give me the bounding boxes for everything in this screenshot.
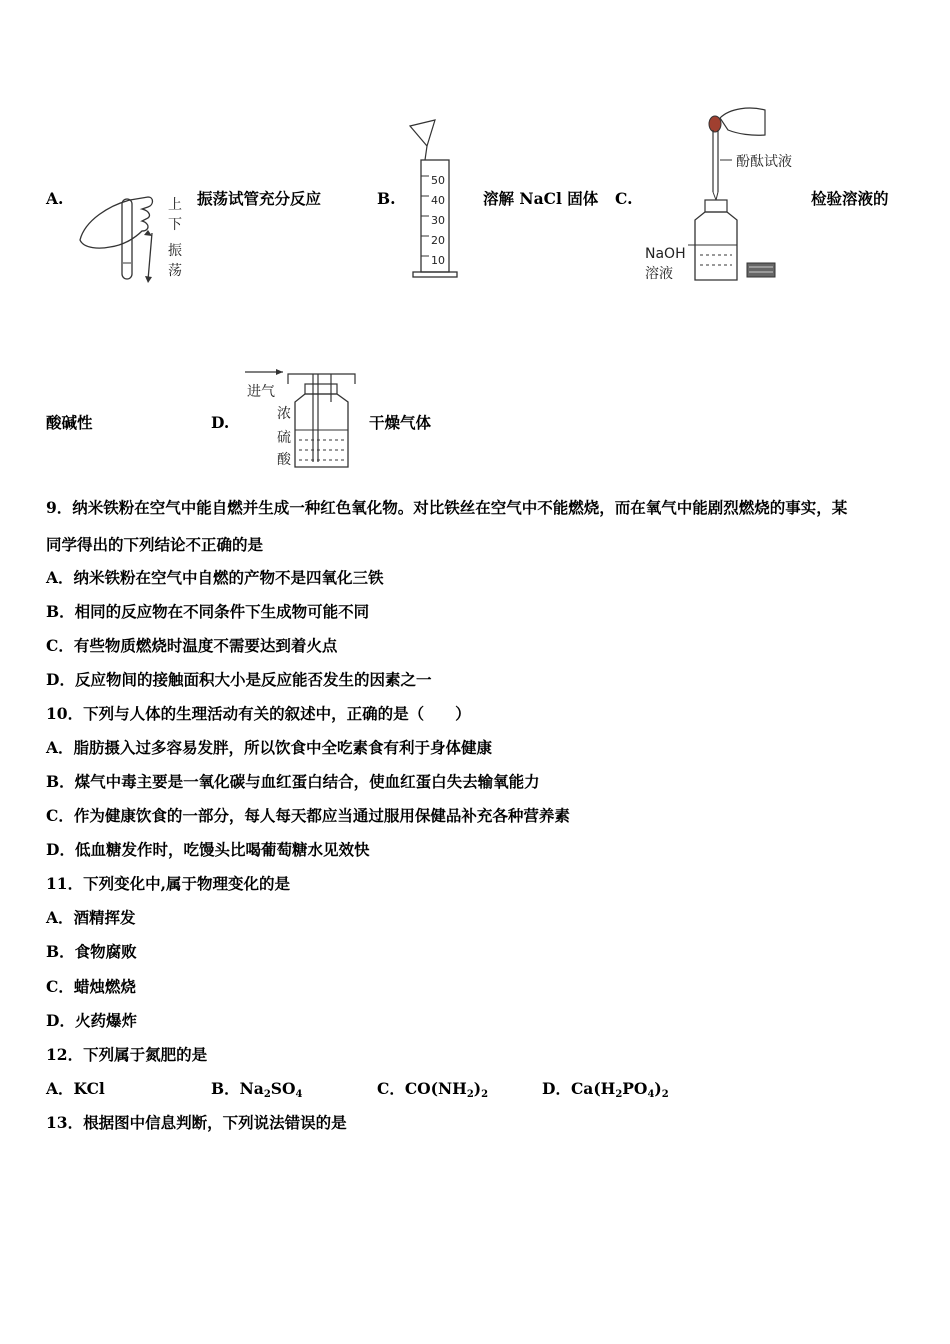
option-d-letter: D. [211, 413, 230, 432]
tick-10: 10 [431, 254, 445, 267]
option-a-caption: 振荡试管充分反应 [197, 189, 322, 208]
figure-gas-drying-bottle [243, 362, 368, 472]
label-naoh: NaOH [645, 246, 686, 262]
q9-option-a: A．纳米铁粉在空气中自燃的产物不是四氧化三铁 [46, 568, 384, 587]
tick-30: 30 [431, 214, 445, 227]
q13-stem: 13．根据图中信息判断，下列说法错误的是 [46, 1113, 347, 1132]
q10-option-a: A．脂肪摄入过多容易发胖，所以饮食中全吃素食有利于身体健康 [46, 738, 493, 757]
q9-option-b: B．相同的反应物在不同条件下生成物可能不同 [46, 602, 370, 621]
label-shake2: 荡 [168, 263, 182, 279]
label-down: 下 [168, 217, 182, 233]
q9-stem-line2: 同学得出的下列结论不正确的是 [46, 535, 264, 554]
q12-option-c: C．$CO(NH_2)_2$ [377, 1079, 489, 1100]
option-c-letter: C. [615, 189, 633, 208]
q10-option-d: D．低血糖发作时，吃馒头比喝葡萄糖水见效快 [46, 840, 370, 859]
tick-20: 20 [431, 234, 445, 247]
label-reagent: 酚酞试液 [736, 154, 792, 170]
tick-40: 40 [431, 194, 445, 207]
q9-option-c: C．有些物质燃烧时温度不需要达到着火点 [46, 636, 338, 655]
tick-50: 50 [431, 174, 445, 187]
label-solution: 溶液 [645, 266, 673, 282]
q10-stem: 10．下列与人体的生理活动有关的叙述中，正确的是（ ） [46, 704, 471, 723]
figure-shake-test-tube [70, 185, 200, 285]
option-a-letter: A. [46, 189, 64, 208]
label-gas-in: 进气 [247, 384, 275, 400]
q11-option-a: A．酒精挥发 [46, 908, 136, 927]
option-c-caption-part1: 检验溶液的 [811, 189, 889, 208]
label-shake1: 振 [168, 243, 182, 259]
q12-stem: 12．下列属于氮肥的是 [46, 1045, 208, 1064]
q12-option-a: A．KCl [46, 1079, 105, 1098]
option-b-caption: 溶解 NaCl 固体 [483, 189, 599, 208]
q10-option-c: C．作为健康饮食的一部分，每人每天都应当通过服用保健品补充各种营养素 [46, 806, 570, 825]
option-c-caption-part2: 酸碱性 [46, 413, 93, 432]
q11-stem: 11．下列变化中,属于物理变化的是 [46, 874, 290, 893]
q12-option-d: D．$Ca(H_2PO_4)_2$ [542, 1079, 669, 1100]
label-conc3: 酸 [277, 452, 291, 468]
q9-stem-line1: 9．纳米铁粉在空气中能自燃并生成一种红色氧化物。对比铁丝在空气中不能燃烧，而在氧气中能剧烈燃烧的事实，某 [46, 498, 848, 517]
figure-dropper-bottle [640, 100, 810, 285]
q11-option-d: D．火药爆炸 [46, 1011, 137, 1030]
figure-graduated-cylinder [405, 118, 475, 283]
label-conc1: 浓 [277, 406, 291, 422]
label-conc2: 硫 [277, 430, 291, 446]
q11-option-b: B．食物腐败 [46, 942, 137, 961]
label-up: 上 [168, 197, 182, 213]
q9-option-d: D．反应物间的接触面积大小是反应能否发生的因素之一 [46, 670, 432, 689]
q12-option-b: B．$Na_2SO_4$ [211, 1079, 303, 1100]
option-b-letter: B. [377, 189, 396, 208]
q11-option-c: C．蜡烛燃烧 [46, 977, 136, 996]
q10-option-b: B．煤气中毒主要是一氧化碳与血红蛋白结合，使血红蛋白失去输氧能力 [46, 772, 540, 791]
option-d-caption: 干燥气体 [369, 413, 432, 432]
